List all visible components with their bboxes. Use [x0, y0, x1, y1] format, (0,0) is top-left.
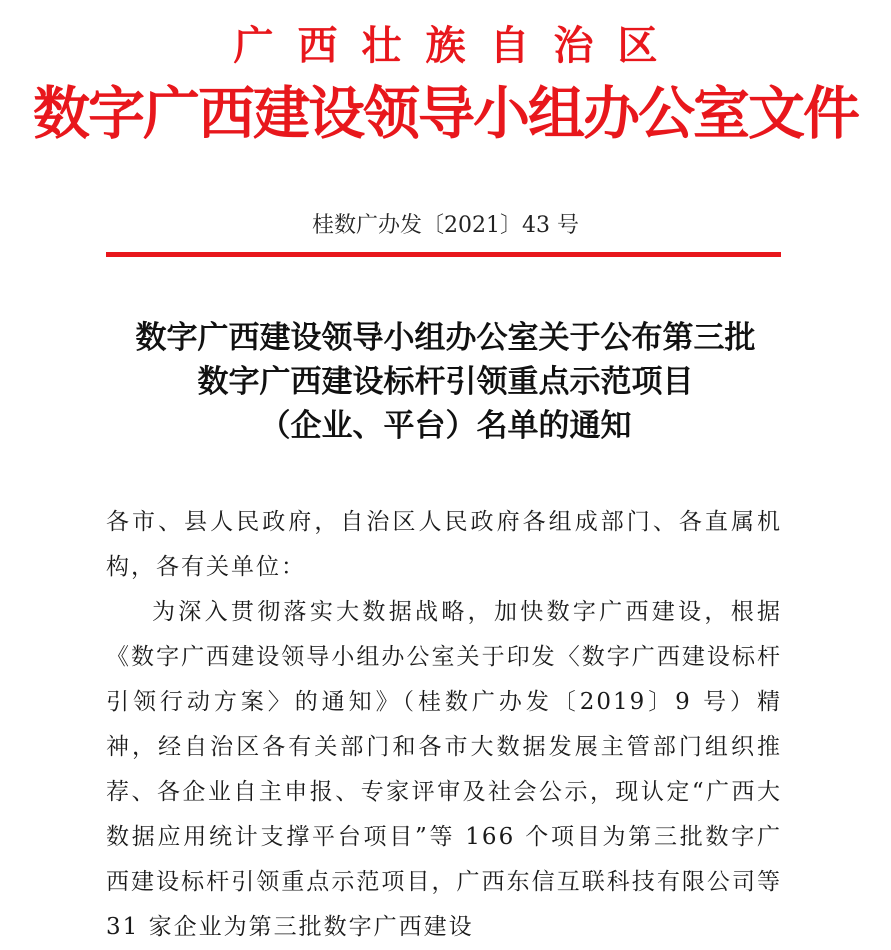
title-line-2: 数字广西建设标杆引领重点示范项目 [197, 364, 694, 400]
issuer-office-heading: 数字广西建设领导小组办公室文件 [33, 80, 858, 147]
issuer-region-heading: 广西壮族自治区 [233, 22, 682, 69]
title-line-1: 数字广西建设领导小组办公室关于公布第三批 [135, 320, 756, 356]
red-header-divider [106, 252, 781, 257]
body-paragraph-1: 为深入贯彻落实大数据战略，加快数字广西建设，根据《数字广西建设领导小组办公室关于印发〈数字广西建设标杆引领行动方案〉的通知》（桂数广办发〔2019〕9 号）精神，经自治区各有关部门和各市大数据发展主管部门组织推荐、各企业自主申报、专家评审及社会公示，现认定“广西大数据应用统计支撑平台项目”等 166 个项目为第三批数字广西建设标杆引领重点示范项目，广西东信互联科技有限公司等 31 家企业为第三批数字广西建设 [106, 599, 782, 940]
document-title [0, 316, 891, 448]
document-number: 桂数广办发〔2021〕43 号 [312, 213, 579, 238]
title-line-3: （企业、平台）名单的通知 [259, 408, 632, 444]
document-body [106, 500, 782, 950]
salutation: 各市、县人民政府，自治区人民政府各组成部门、各直属机构，各有关单位： [106, 509, 782, 580]
